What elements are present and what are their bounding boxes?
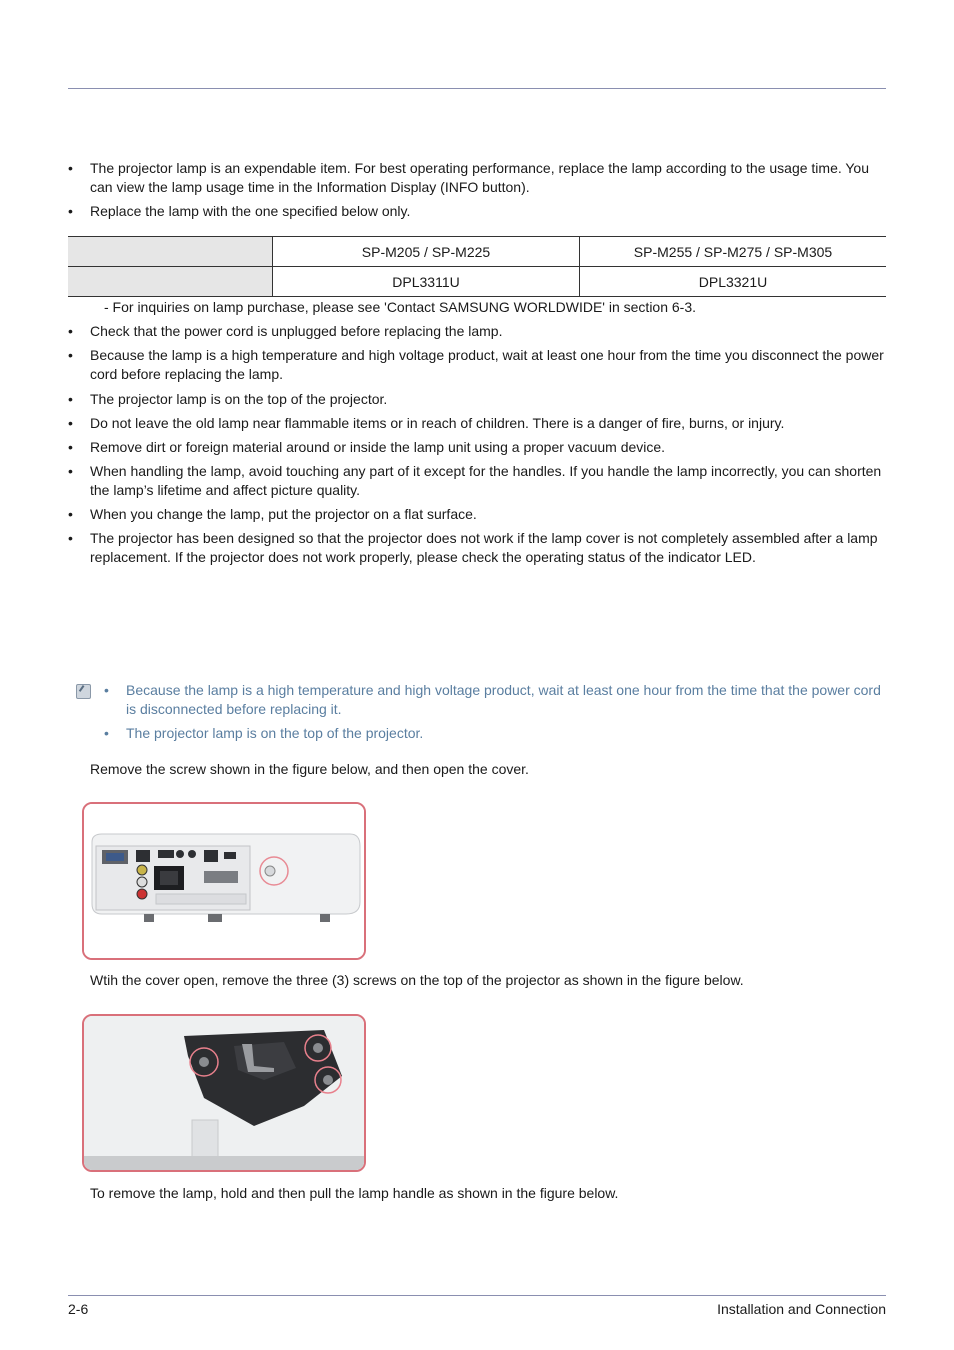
table-cell: DPL3321U	[580, 267, 887, 297]
bullet-text: When you change the lamp, put the projector on a flat surface.	[90, 506, 477, 522]
caution-note-location: The projector lamp is on the top of the projector.	[126, 725, 424, 741]
bullet-lamp-expendable	[68, 159, 868, 197]
table-header-cell	[68, 267, 273, 297]
section-title: Installation and Connection	[717, 1301, 886, 1317]
note-icon	[76, 684, 91, 699]
bullet-marker: •	[68, 347, 73, 363]
caution-bullet-marker: •	[104, 682, 109, 698]
table-header-cell	[68, 237, 273, 267]
bullet-marker: •	[68, 391, 73, 407]
table-cell: DPL3311U	[273, 267, 580, 297]
footer-rule	[68, 1295, 886, 1296]
bullet-text: The projector lamp is on the top of the projector.	[90, 391, 388, 407]
step-remove-screw: Remove the screw shown in the figure below, and then open the cover.	[90, 761, 529, 777]
table-cell: SP-M205 / SP-M225	[273, 237, 580, 267]
projector-rear-photo	[82, 802, 366, 960]
bullet-text: The projector lamp is an expendable item. For best operating performance, replace the lamp according to the usage time. You can view the lamp usage time in the Information Display (INFO button).	[90, 160, 870, 195]
table-row	[68, 237, 886, 267]
bullet-text: Check that the power cord is unplugged before replacing the lamp.	[90, 323, 503, 339]
bullet-marker: •	[68, 463, 73, 479]
caution-bullet-marker: •	[104, 725, 109, 741]
step-remove-three-screws: Wtih the cover open, remove the three (3) screws on the top of the projector as shown in the figure below.	[90, 972, 744, 988]
bullet-marker: •	[68, 415, 73, 431]
bullet-marker: •	[68, 160, 73, 176]
page-number: 2-6	[68, 1301, 89, 1317]
bullet-text: The projector has been designed so that the projector does not work if the lamp cover is not completely assembled after a lamp replacement. If the projector does not work properly, please check the operating status of the indicator LED.	[90, 530, 878, 565]
table-cell: SP-M255 / SP-M275 / SP-M305	[580, 237, 887, 267]
step-remove-lamp: To remove the lamp, hold and then pull the lamp handle as shown in the figure below.	[90, 1185, 619, 1201]
bullet-marker: •	[68, 203, 73, 219]
projector-top-screws-photo	[82, 1014, 366, 1172]
bullet-text: Replace the lamp with the one specified below only.	[90, 203, 411, 219]
bullet-marker: •	[68, 439, 73, 455]
bullet-text: When handling the lamp, avoid touching any part of it except for the handles. If you handle the lamp incorrectly, you can shorten the lamp’s lifetime and affect picture quality.	[90, 463, 882, 498]
bullet-marker: •	[68, 530, 73, 546]
bullet-text: Because the lamp is a high temperature and high voltage product, wait at least one hour from the time you disconnect the power cord before replacing the lamp.	[90, 347, 884, 382]
bullet-marker: •	[68, 506, 73, 522]
bullet-text: Remove dirt or foreign material around or inside the lamp unit using a proper vacuum device.	[90, 439, 666, 455]
bullet-text: Do not leave the old lamp near flammable items or in reach of children. There is a danger of fire, burns, or injury.	[90, 415, 785, 431]
caution-note-temperature: Because the lamp is a high temperature and high voltage product, wait at least one hour from the time that the power cord is disconnected before replacing it.	[126, 682, 881, 717]
lamp-model-table	[68, 236, 886, 297]
bullet-marker: •	[68, 323, 73, 339]
header-rule	[68, 88, 886, 89]
table-row	[68, 267, 886, 297]
inquiry-note: - For inquiries on lamp purchase, please see 'Contact SAMSUNG WORLDWIDE' in section 6-3.	[104, 299, 697, 315]
